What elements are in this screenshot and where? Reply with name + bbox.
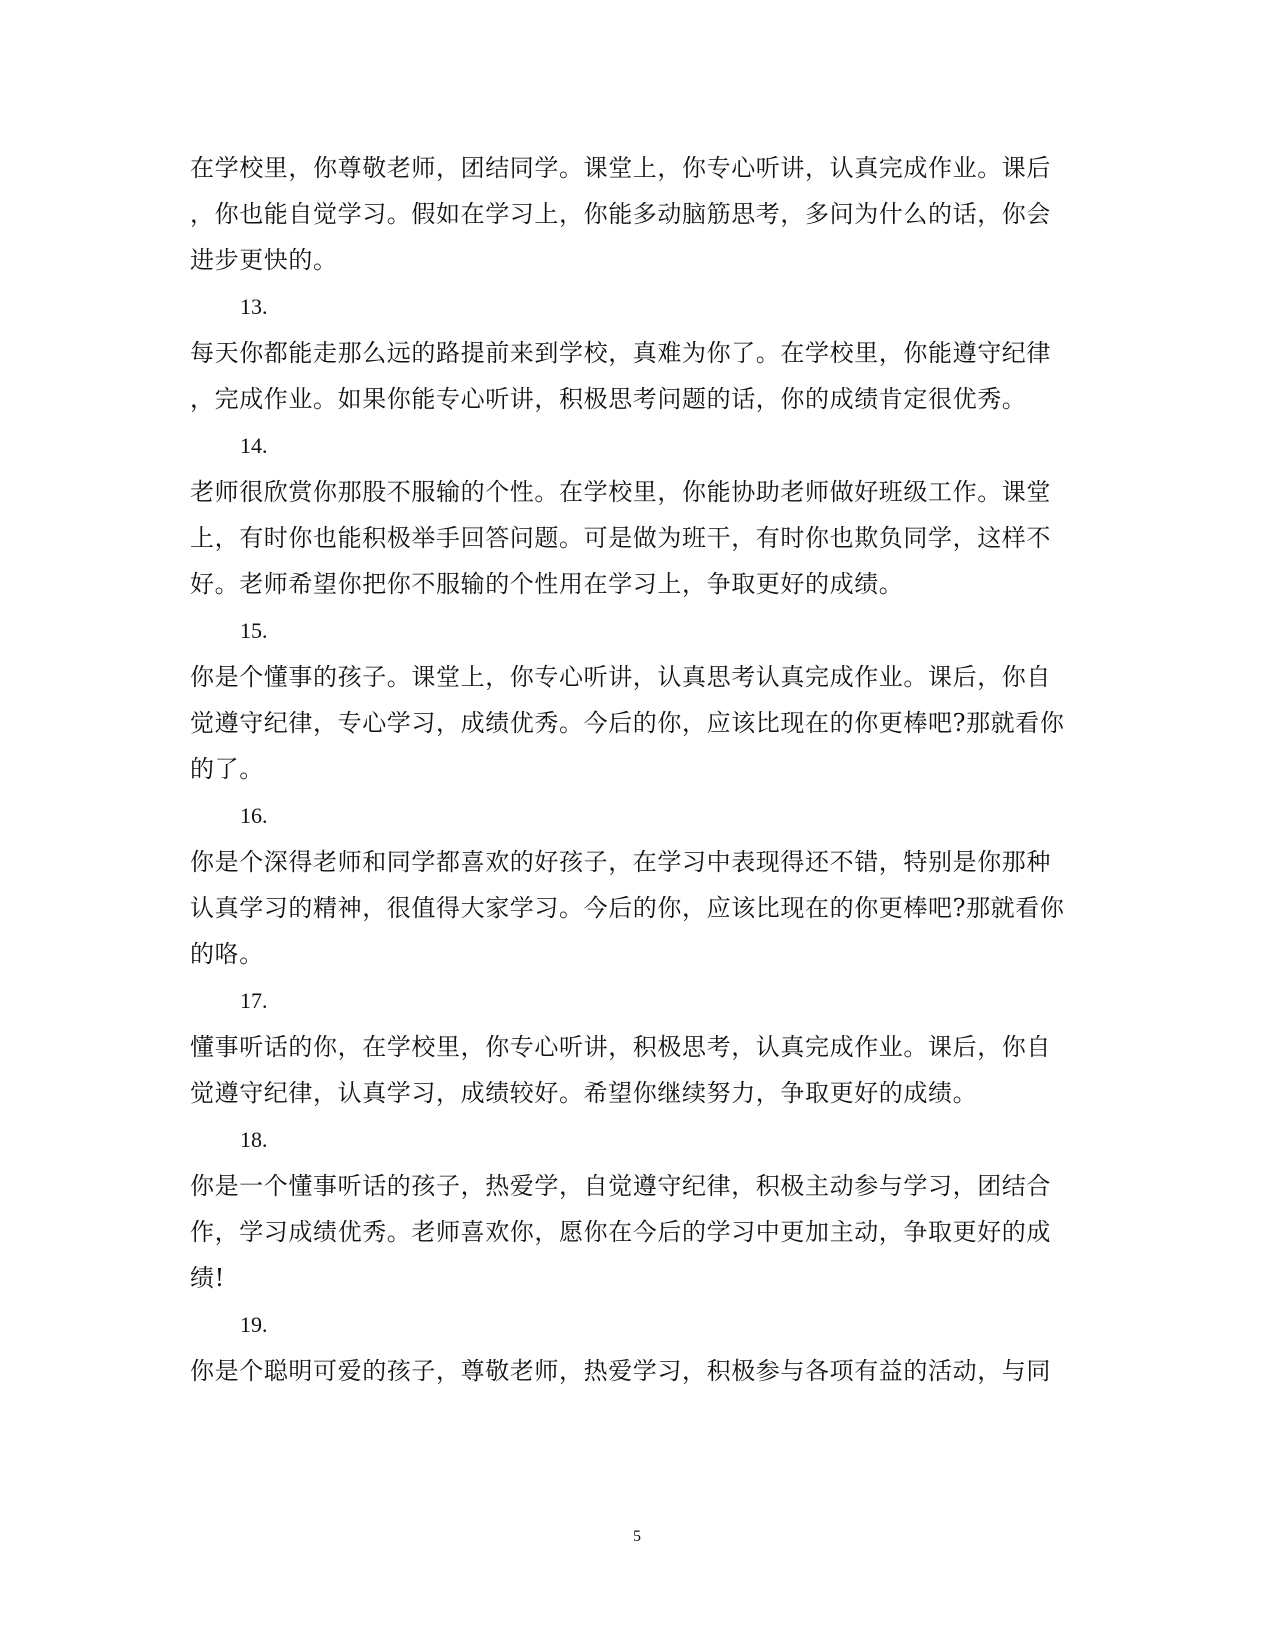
- text-line: ，你也能自觉学习。假如在学习上，你能多动脑筋思考，多问为什么的话，你会: [190, 200, 1051, 228]
- text-line: 你是个深得老师和同学都喜欢的好孩子，在学习中表现得还不错，特别是你那种: [190, 848, 1051, 876]
- item-number: 16.: [240, 803, 268, 828]
- text-line: 上，有时你也能积极举手回答问题。可是做为班干，有时你也欺负同学，这样不: [190, 524, 1051, 552]
- text-line: 绩!: [190, 1264, 225, 1292]
- item-number: 13.: [240, 294, 268, 319]
- item-number: 18.: [240, 1127, 268, 1152]
- item-number: 17.: [240, 988, 268, 1013]
- text-line: 作，学习成绩优秀。老师喜欢你，愿你在今后的学习中更加主动，争取更好的成: [190, 1218, 1051, 1246]
- item-number: 19.: [240, 1312, 268, 1337]
- text-line: 觉遵守纪律，认真学习，成绩较好。希望你继续努力，争取更好的成绩。: [190, 1079, 978, 1107]
- item-number: 14.: [240, 433, 268, 458]
- text-line: 的咯。: [190, 940, 264, 968]
- text-line: 的了。: [190, 755, 264, 783]
- page-number: 5: [633, 1528, 641, 1545]
- text-line: 在学校里，你尊敬老师，团结同学。课堂上，你专心听讲，认真完成作业。课后: [190, 154, 1051, 182]
- text-line: 觉遵守纪律，专心学习，成绩优秀。今后的你，应该比现在的你更棒吧?那就看你: [190, 709, 1065, 737]
- text-line: 好。老师希望你把你不服输的个性用在学习上，争取更好的成绩。: [190, 570, 904, 598]
- text-line: 每天你都能走那么远的路提前来到学校，真难为你了。在学校里，你能遵守纪律: [190, 339, 1051, 367]
- text-line: 进步更快的。: [190, 246, 338, 274]
- text-line: 懂事听话的你，在学校里，你专心听讲，积极思考，认真完成作业。课后，你自: [190, 1033, 1051, 1061]
- text-line: ，完成作业。如果你能专心听讲，积极思考问题的话，你的成绩肯定很优秀。: [190, 385, 1027, 413]
- text-line: 你是个聪明可爱的孩子，尊敬老师，热爱学习，积极参与各项有益的活动，与同: [190, 1357, 1051, 1385]
- text-line: 你是一个懂事听话的孩子，热爱学，自觉遵守纪律，积极主动参与学习，团结合: [190, 1172, 1051, 1200]
- text-line: 认真学习的精神，很值得大家学习。今后的你，应该比现在的你更棒吧?那就看你: [190, 894, 1065, 922]
- text-line: 老师很欣赏你那股不服输的个性。在学校里，你能协助老师做好班级工作。课堂: [190, 478, 1051, 506]
- item-number: 15.: [240, 618, 268, 643]
- text-line: 你是个懂事的孩子。课堂上，你专心听讲，认真思考认真完成作业。课后，你自: [190, 663, 1051, 691]
